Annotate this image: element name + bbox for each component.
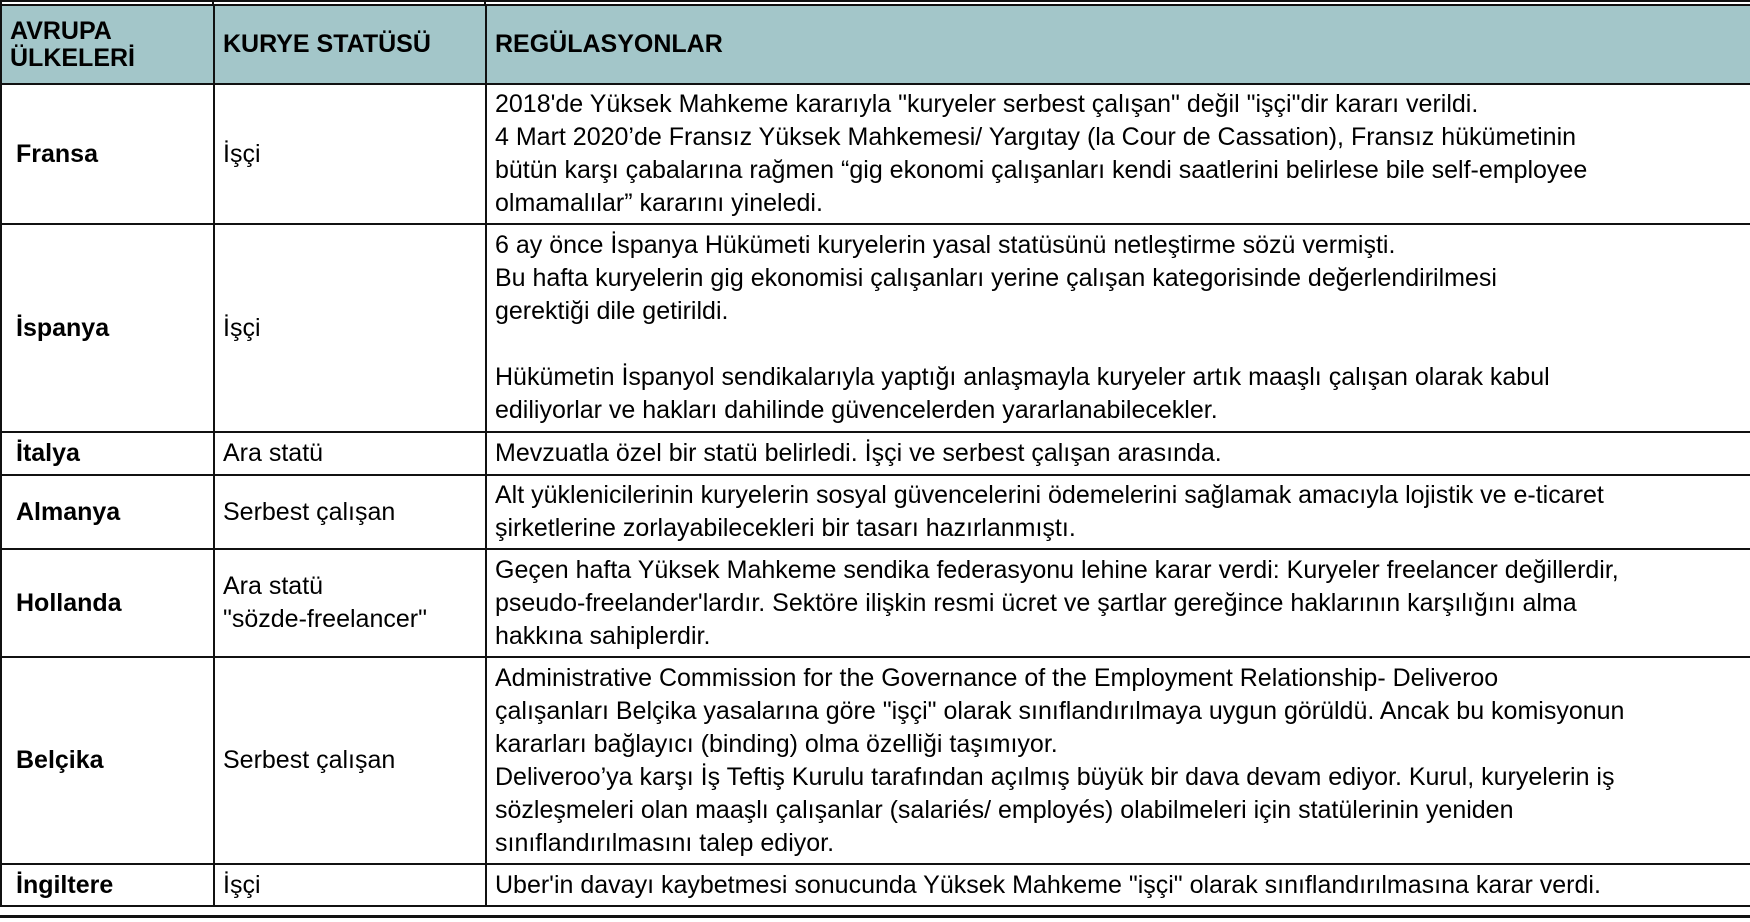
country-cell[interactable]: Belçika xyxy=(1,657,214,864)
regulation-line: pseudo-freelander'lardır. Sektöre ilişkin resmi ücret ve şartlar gereğince haklarının karşılığını alma xyxy=(495,588,1577,617)
status-line: İşçi xyxy=(223,313,261,342)
regulation-line: gerektiği dile getirildi. xyxy=(495,297,729,325)
status-line: Serbest çalışan xyxy=(223,746,396,774)
header-regulations[interactable]: REGÜLASYONLAR xyxy=(486,5,1750,84)
regulation-line: ediliyorlar ve hakları dahilinde güvencelerden yararlanabilecekler. xyxy=(495,396,1218,424)
status-cell[interactable] xyxy=(214,84,486,224)
paragraph-gap xyxy=(495,328,1740,361)
status-line: İşçi xyxy=(223,139,261,168)
regulation-cell[interactable] xyxy=(486,84,1750,224)
table-row xyxy=(1,224,1750,432)
regulation-cell[interactable] xyxy=(486,475,1750,549)
table-row xyxy=(1,864,1750,906)
regulation-line: Mevzuatla özel bir statü belirledi. İşçi ve serbest çalışan arasında. xyxy=(495,439,1222,467)
status-line: Ara statü xyxy=(223,572,324,600)
header-countries[interactable] xyxy=(1,5,214,84)
header-row xyxy=(1,5,1750,84)
status-line: Ara statü xyxy=(223,439,324,467)
regulation-line: bütün karşı çabalarına rağmen “gig ekonomi çalışanları kendi saatlerini belirlese bile self-employee xyxy=(495,156,1588,184)
header-countries-line1: AVRUPA xyxy=(10,16,111,45)
status-cell[interactable] xyxy=(214,224,486,432)
regulation-line: olmamalılar” kararını yineledi. xyxy=(495,189,823,217)
header-countries-line2: ÜLKELERİ xyxy=(10,43,135,72)
regulation-cell[interactable] xyxy=(486,432,1750,475)
regulation-line: 4 Mart 2020’de Fransız Yüksek Mahkemesi/ Yargıtay (la Cour de Cassation), Fransız hükümetinin xyxy=(495,123,1577,151)
country-cell[interactable]: Fransa xyxy=(1,84,214,224)
header-courier-status[interactable]: KURYE STATÜSÜ xyxy=(214,5,486,84)
regulation-line: 6 ay önce İspanya Hükümeti kuryelerin yasal statüsünü netleştirme sözü vermişti. xyxy=(495,231,1396,259)
regulation-cell[interactable] xyxy=(486,657,1750,864)
table-row xyxy=(1,432,1750,475)
regulation-line: sınıflandırılmasını talep ediyor. xyxy=(495,828,835,857)
country-cell[interactable]: Hollanda xyxy=(1,549,214,657)
regulation-line: Uber'in davayı kaybetmesi sonucunda Yüksek Mahkeme "işçi" olarak sınıflandırılmasına karar verdi. xyxy=(495,870,1601,899)
status-line: İşçi xyxy=(223,870,261,899)
status-cell[interactable] xyxy=(214,657,486,864)
country-cell[interactable]: Almanya xyxy=(1,475,214,549)
status-cell[interactable] xyxy=(214,864,486,906)
table-row xyxy=(1,475,1750,549)
regulation-line: 2018'de Yüksek Mahkeme kararıyla "kuryeler serbest çalışan" değil "işçi"dir kararı verildi. xyxy=(495,90,1479,118)
regulation-cell[interactable] xyxy=(486,549,1750,657)
table-row xyxy=(1,84,1750,224)
regulation-table xyxy=(0,4,1750,907)
regulation-line: Administrative Commission for the Governance of the Employment Relationship- Deliveroo xyxy=(495,663,1499,692)
regulation-line: çalışanları Belçika yasalarına göre "işçi" olarak sınıflandırılmaya uygun görüldü. Ancak bu komisyonun xyxy=(495,696,1625,725)
regulation-cell[interactable] xyxy=(486,224,1750,432)
status-cell[interactable] xyxy=(214,475,486,549)
regulation-line: Deliveroo’ya karşı İş Teftiş Kurulu tarafından açılmış büyük bir dava devam ediyor. Kurul, kuryelerin iş xyxy=(495,762,1615,791)
regulation-line: Alt yüklenicilerinin kuryelerin sosyal güvencelerini ödemelerini sağlamak amacıyla lojistik ve e-ticaret xyxy=(495,481,1604,509)
regulation-line: Bu hafta kuryelerin gig ekonomisi çalışanları yerine çalışan kategorisinde değerlendirilmesi xyxy=(495,264,1497,292)
regulation-line: sözleşmeleri olan maaşlı çalışanlar (salariés/ employés) olabilmeleri için statülerinin yeniden xyxy=(495,795,1514,824)
regulation-line: Hükümetin İspanyol sendikalarıyla yaptığı anlaşmayla kuryeler artık maaşlı çalışan olarak kabul xyxy=(495,363,1550,391)
status-cell[interactable] xyxy=(214,549,486,657)
country-cell[interactable]: İngiltere xyxy=(1,864,214,906)
regulation-cell[interactable] xyxy=(486,864,1750,906)
table-row xyxy=(1,657,1750,864)
regulation-line: şirketlerine zorlayabilecekleri bir tasarı hazırlanmıştı. xyxy=(495,514,1076,542)
regulation-line: Geçen hafta Yüksek Mahkeme sendika federasyonu lehine karar verdi: Kuryeler freelancer değillerdir, xyxy=(495,555,1619,584)
country-cell[interactable]: İspanya xyxy=(1,224,214,432)
status-line: "sözde-freelancer" xyxy=(223,605,427,633)
table-row xyxy=(1,549,1750,657)
regulation-line: hakkına sahiplerdir. xyxy=(495,621,711,650)
country-cell[interactable]: İtalya xyxy=(1,432,214,475)
bottom-border xyxy=(0,915,1750,918)
regulation-line: kararları bağlayıcı (binding) olma özelliği taşımıyor. xyxy=(495,729,1058,758)
status-cell[interactable] xyxy=(214,432,486,475)
status-line: Serbest çalışan xyxy=(223,497,396,526)
